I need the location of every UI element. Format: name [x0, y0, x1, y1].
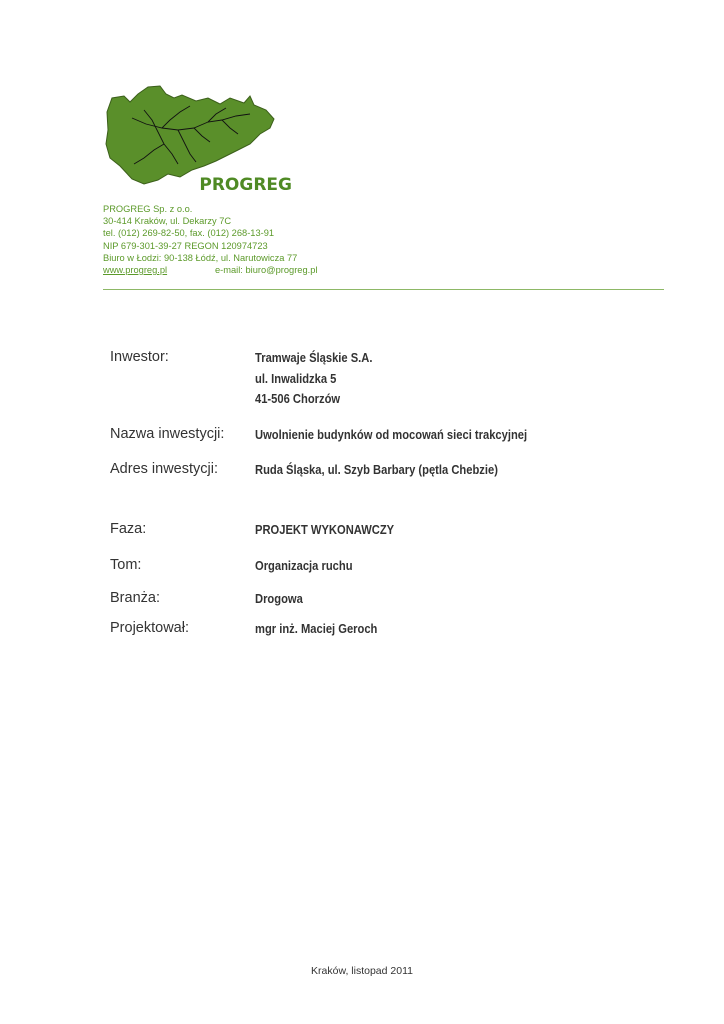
investor-line-3: 41-506 Chorzów — [255, 391, 341, 406]
discipline-label: Branża: — [110, 590, 160, 606]
phase-value: PROJEKT WYKONAWCZY — [255, 522, 395, 537]
krakow-map-icon — [104, 84, 296, 194]
email-text[interactable]: e-mail: biuro@progreg.pl — [215, 265, 318, 276]
investor-label: Inwestor: — [110, 349, 169, 365]
discipline-value: Drogowa — [255, 591, 303, 606]
company-name: PROGREG Sp. z o.o. — [103, 204, 193, 214]
designer-value: mgr inż. Maciej Geroch — [255, 621, 378, 636]
company-address: 30-414 Kraków, ul. Dekarzy 7C — [103, 216, 232, 227]
volume-label: Tom: — [110, 557, 142, 573]
investment-address-label: Adres inwestycji: — [110, 461, 218, 477]
investment-address-value: Ruda Śląska, ul. Szyb Barbary (pętla Chebzie) — [255, 462, 498, 477]
volume-value: Organizacja ruchu — [255, 558, 353, 573]
website-link[interactable]: www.progreg.pl — [103, 265, 168, 276]
company-tax-ids: NIP 679-301-39-27 REGON 120974723 — [103, 240, 268, 251]
company-office: Biuro w Łodzi: 90-138 Łódź, ul. Narutowicza 77 — [103, 252, 298, 263]
company-details — [103, 203, 318, 276]
investor-line-1: Tramwaje Śląskie S.A. — [255, 350, 373, 365]
progreg-logo — [104, 84, 296, 194]
place-date-footer: Kraków, listopad 2011 — [311, 965, 413, 977]
company-contact-row — [103, 264, 318, 276]
company-phone: tel. (012) 269-82-50, fax. (012) 268-13-91 — [103, 228, 275, 239]
investor-line-2: ul. Inwalidzka 5 — [255, 370, 337, 386]
investment-name-value: Uwolnienie budynków od mocowań sieci trakcyjnej — [255, 427, 528, 442]
designer-label: Projektował: — [110, 620, 189, 636]
logo-wordmark: PROGREG — [199, 175, 292, 194]
header-divider — [103, 289, 664, 290]
phase-label: Faza: — [110, 521, 147, 537]
investment-name-label: Nazwa inwestycji: — [110, 426, 225, 442]
investor-value — [255, 350, 372, 412]
